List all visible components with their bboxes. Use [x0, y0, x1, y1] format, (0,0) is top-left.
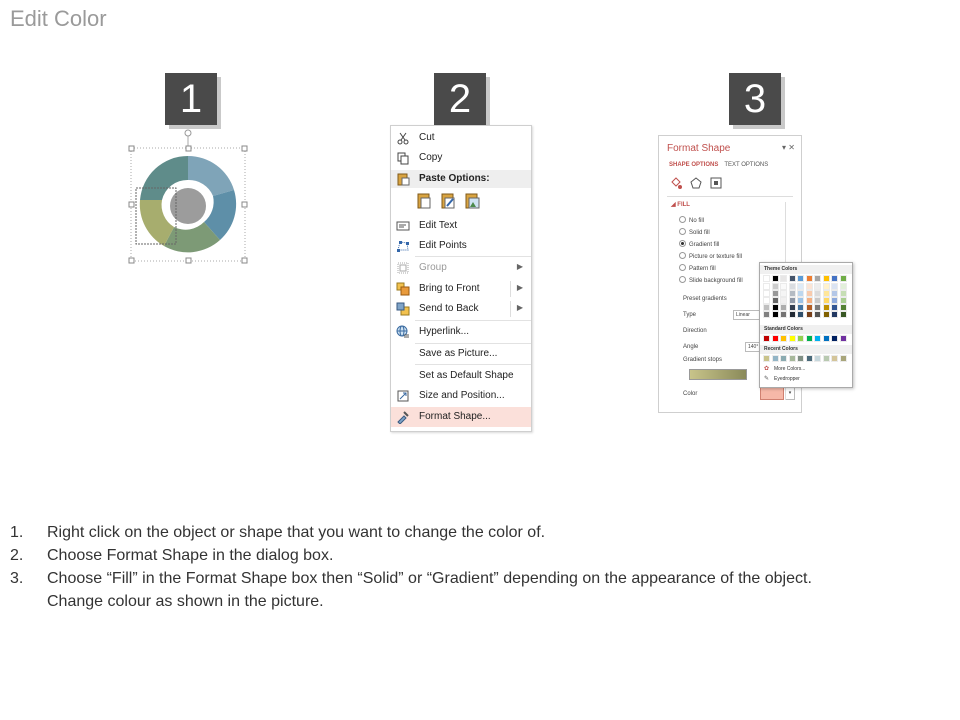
recent-colors-header: Recent Colors [760, 345, 852, 354]
tab-shape-options[interactable]: SHAPE OPTIONS [669, 162, 719, 168]
color-swatch[interactable] [815, 336, 820, 341]
direction-label: Direction [683, 328, 707, 334]
color-swatch[interactable] [824, 298, 829, 303]
step-badge-3: 3 [729, 73, 781, 125]
color-swatch[interactable] [790, 276, 795, 281]
color-swatch[interactable] [807, 291, 812, 296]
menu-separator [415, 364, 531, 365]
effects-icon[interactable] [689, 176, 703, 190]
color-swatch[interactable] [807, 356, 812, 361]
color-swatch[interactable] [764, 276, 769, 281]
color-swatch[interactable] [790, 312, 795, 317]
color-swatch[interactable] [773, 356, 778, 361]
radio-no-fill[interactable]: No fill [679, 216, 704, 224]
pane-category-icons [669, 176, 739, 192]
submenu-arrow-icon[interactable]: ▶ [516, 303, 523, 312]
paste-options [415, 192, 515, 212]
color-swatch[interactable] [773, 336, 778, 341]
menu-item-label: Edit Text [419, 220, 458, 231]
color-swatch[interactable] [798, 298, 803, 303]
color-swatch[interactable] [832, 284, 837, 289]
menu-item-edit-text[interactable] [391, 216, 531, 236]
color-swatch[interactable] [773, 305, 778, 310]
hyperlink-icon [396, 325, 410, 339]
color-swatch[interactable] [798, 356, 803, 361]
radio-picture-fill[interactable]: Picture or texture fill [679, 252, 742, 260]
color-swatch[interactable] [781, 336, 786, 341]
fill-line-icon[interactable] [669, 176, 683, 190]
section-fill[interactable]: ◢ FILL [671, 202, 690, 208]
menu-item-label: Save as Picture... [419, 348, 498, 359]
color-swatch[interactable] [824, 312, 829, 317]
step-badge-1: 1 [165, 73, 217, 125]
color-swatch[interactable] [841, 356, 846, 361]
color-swatch[interactable] [798, 336, 803, 341]
color-swatch[interactable] [790, 305, 795, 310]
color-swatch[interactable] [807, 312, 812, 317]
color-swatch[interactable] [773, 284, 778, 289]
menu-item-label: Size and Position... [419, 390, 505, 401]
color-swatch[interactable] [764, 298, 769, 303]
menu-item-label: Send to Back [419, 303, 479, 314]
color-swatch[interactable] [824, 276, 829, 281]
pane-options-icon[interactable]: ▾ [782, 143, 787, 152]
menu-item-label: Hyperlink... [419, 326, 470, 337]
submenu-arrow-icon[interactable]: ▶ [516, 283, 523, 292]
gradient-stops-bar[interactable] [689, 369, 747, 380]
color-swatch[interactable] [832, 305, 837, 310]
color-swatch[interactable] [815, 356, 820, 361]
color-swatch[interactable] [815, 284, 820, 289]
color-swatch[interactable] [781, 356, 786, 361]
context-menu [390, 125, 532, 432]
eyedropper-item[interactable]: Eyedropper [774, 376, 800, 382]
size-position-icon [396, 389, 410, 403]
cycle-shape-selection[interactable] [128, 128, 250, 264]
theme-colors-header: Theme Colors [760, 265, 852, 274]
menu-item-label: Edit Points [419, 240, 467, 251]
menu-item-size-and-position[interactable] [391, 386, 531, 406]
angle-input[interactable]: 140° [745, 342, 763, 352]
paste-keep-formatting-icon[interactable] [417, 192, 433, 210]
color-label: Color [683, 391, 698, 397]
color-swatch[interactable] [781, 312, 786, 317]
edit-points-icon [396, 239, 410, 253]
color-swatch[interactable] [798, 312, 803, 317]
menu-item-save-as-picture[interactable] [391, 344, 531, 364]
color-swatch[interactable] [773, 291, 778, 296]
eyedropper-icon: ✎ [764, 376, 770, 382]
instruction-item: 1. Right click on the object or shape that you want to change the color of. [10, 524, 546, 541]
color-swatch[interactable] [841, 276, 846, 281]
submenu-arrow-icon: ▶ [516, 262, 523, 271]
standard-colors-header: Standard Colors [760, 325, 852, 334]
instruction-item: 3. Choose “Fill” in the Format Shape box then “Solid” or “Gradient” depending on the appearance of the object. [10, 570, 812, 587]
type-dropdown[interactable]: Linear [733, 310, 761, 320]
menu-item-label: Set as Default Shape [419, 370, 514, 381]
color-swatch[interactable] [841, 298, 846, 303]
menu-item-label: Copy [419, 152, 443, 163]
menu-item-copy[interactable] [391, 148, 531, 168]
radio-gradient-fill[interactable]: Gradient fill [679, 240, 719, 248]
color-swatch[interactable] [807, 305, 812, 310]
size-properties-icon[interactable] [709, 176, 723, 190]
color-swatch[interactable] [841, 312, 846, 317]
color-swatch[interactable] [832, 312, 837, 317]
color-swatch[interactable] [841, 284, 846, 289]
menu-item-hyperlink[interactable] [391, 322, 531, 342]
color-swatch[interactable] [807, 276, 812, 281]
color-swatch[interactable] [781, 284, 786, 289]
color-swatch[interactable] [790, 284, 795, 289]
pane-tabs [669, 162, 768, 168]
color-swatch[interactable] [824, 291, 829, 296]
instruction-item: 2. Choose Format Shape in the dialog box. [10, 547, 334, 564]
menu-item-send-to-back[interactable] [391, 299, 531, 319]
gradient-stops-label: Gradient stops [683, 357, 723, 363]
bring-front-icon [396, 282, 410, 296]
color-swatch[interactable] [832, 336, 837, 341]
scissors-icon [396, 131, 410, 145]
menu-item-format-shape[interactable] [391, 407, 531, 427]
tab-text-options[interactable]: TEXT OPTIONS [724, 162, 769, 168]
instruction-item: Change colour as shown in the picture. [47, 593, 324, 610]
color-swatch[interactable] [841, 291, 846, 296]
cycle-shape[interactable] [128, 128, 250, 264]
color-swatch[interactable] [815, 291, 820, 296]
color-swatch[interactable] [798, 276, 803, 281]
color-swatch[interactable] [764, 312, 769, 317]
color-picker-button[interactable] [760, 386, 784, 400]
color-swatch[interactable] [824, 336, 829, 341]
page-title: Edit Color [10, 6, 107, 31]
color-swatch[interactable] [824, 356, 829, 361]
color-swatch[interactable] [781, 276, 786, 281]
color-swatch[interactable] [764, 336, 769, 341]
menu-item-label: Format Shape... [419, 411, 491, 422]
color-swatch[interactable] [790, 298, 795, 303]
step-badge-2: 2 [434, 73, 486, 125]
color-dropdown-arrow-icon[interactable]: ▾ [785, 386, 795, 400]
color-swatch[interactable] [781, 291, 786, 296]
color-swatch[interactable] [815, 276, 820, 281]
paste-options-header: Paste Options: [391, 170, 531, 188]
color-swatch[interactable] [790, 291, 795, 296]
color-swatch[interactable] [790, 356, 795, 361]
type-label: Type [683, 312, 697, 318]
color-swatch[interactable] [798, 291, 803, 296]
menu-item-label: Group [419, 262, 447, 273]
more-colors-item[interactable]: More Colors... [774, 366, 806, 372]
clipboard-icon [396, 172, 410, 186]
color-swatch[interactable] [815, 312, 820, 317]
instructions-list [10, 521, 950, 613]
close-icon[interactable]: ✕ [788, 143, 795, 152]
menu-item-group[interactable] [391, 258, 531, 278]
color-swatch[interactable] [764, 356, 769, 361]
send-back-icon [396, 302, 410, 316]
copy-icon [396, 151, 410, 165]
menu-separator [415, 256, 531, 257]
color-swatch[interactable] [773, 298, 778, 303]
color-swatch[interactable] [832, 276, 837, 281]
paste-picture-icon[interactable] [465, 192, 481, 210]
color-swatch[interactable] [824, 284, 829, 289]
paste-destination-theme-icon[interactable] [441, 192, 457, 210]
color-swatch[interactable] [841, 336, 846, 341]
color-swatch[interactable] [807, 336, 812, 341]
preset-gradients-label: Preset gradients [683, 296, 727, 302]
menu-item-set-default-shape[interactable] [391, 366, 531, 386]
menu-item-label: Cut [419, 132, 435, 143]
color-swatch[interactable] [824, 305, 829, 310]
angle-label: Angle [683, 344, 699, 350]
menu-item-cut[interactable] [391, 128, 531, 148]
color-swatch[interactable] [764, 305, 769, 310]
pane-title: Format Shape [667, 143, 731, 154]
color-swatch[interactable] [832, 298, 837, 303]
radio-slide-background-fill[interactable]: Slide background fill [679, 276, 743, 284]
color-swatch[interactable] [781, 305, 786, 310]
color-swatch[interactable] [832, 291, 837, 296]
color-swatch[interactable] [798, 284, 803, 289]
color-swatch[interactable] [815, 298, 820, 303]
color-swatch[interactable] [841, 305, 846, 310]
color-swatch[interactable] [764, 291, 769, 296]
color-swatch[interactable] [815, 305, 820, 310]
color-swatch[interactable] [781, 298, 786, 303]
format-shape-icon [396, 410, 410, 424]
pane-controls [782, 143, 795, 152]
color-swatch[interactable] [773, 276, 778, 281]
color-swatch[interactable] [790, 336, 795, 341]
menu-item-label: Bring to Front [419, 283, 480, 294]
menu-item-bring-to-front[interactable] [391, 279, 531, 299]
color-swatch[interactable] [832, 356, 837, 361]
color-wheel-icon: ✿ [764, 366, 770, 372]
radio-pattern-fill[interactable]: Pattern fill [679, 264, 716, 272]
color-swatch[interactable] [798, 305, 803, 310]
menu-separator [415, 320, 531, 321]
menu-item-edit-points[interactable] [391, 236, 531, 256]
radio-solid-fill[interactable]: Solid fill [679, 228, 710, 236]
group-icon [396, 261, 410, 275]
color-swatch[interactable] [807, 298, 812, 303]
color-swatch[interactable] [807, 284, 812, 289]
color-swatch[interactable] [773, 312, 778, 317]
color-swatch[interactable] [764, 284, 769, 289]
edit-text-icon [396, 219, 410, 233]
color-palette [759, 262, 853, 388]
